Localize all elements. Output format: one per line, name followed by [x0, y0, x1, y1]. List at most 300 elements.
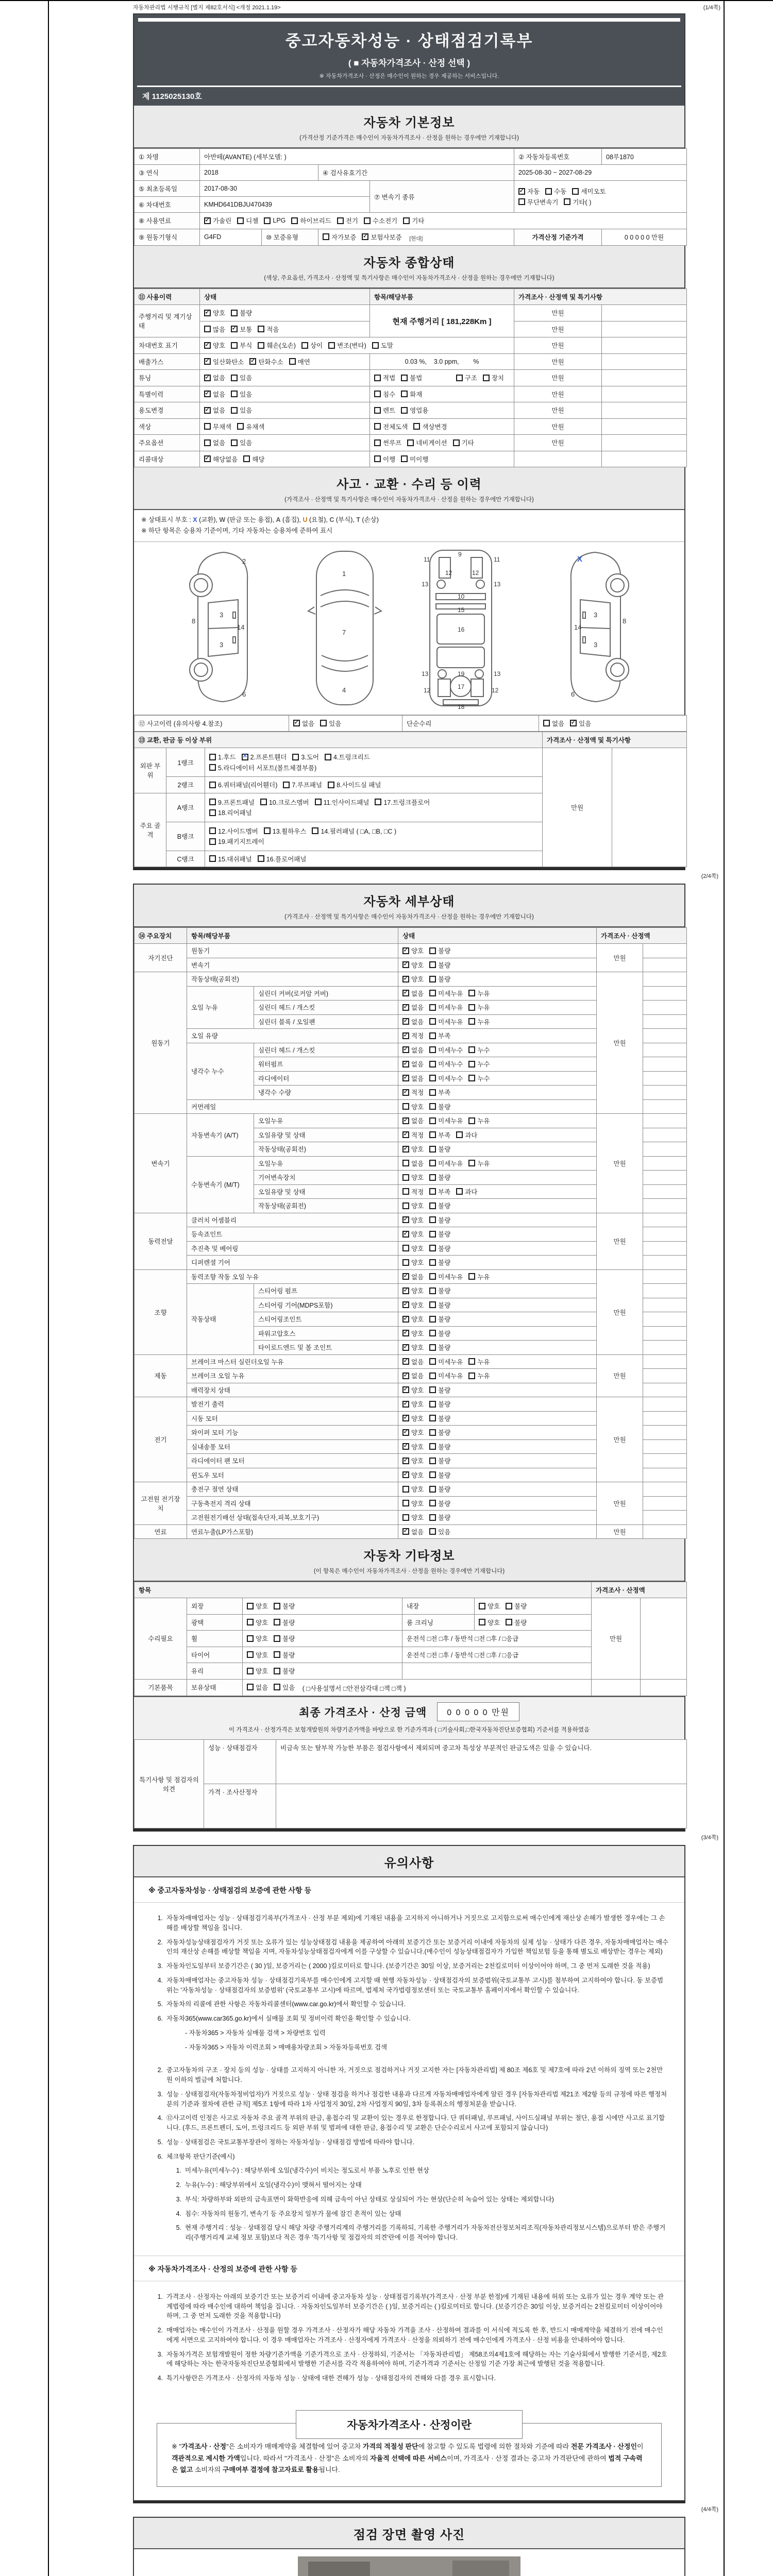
checkbox-label: 자가보증: [331, 233, 357, 241]
checkbox-option[interactable]: [429, 1229, 450, 1239]
checkbox-option[interactable]: [402, 1074, 424, 1083]
checkbox-option[interactable]: [402, 1456, 424, 1465]
checkbox-option[interactable]: [402, 1314, 424, 1324]
checkbox-option[interactable]: [429, 1456, 450, 1465]
checkbox-option[interactable]: [468, 1116, 490, 1125]
item-cell: 원동기: [187, 944, 398, 958]
checkbox-option[interactable]: [274, 1650, 295, 1659]
checkbox-option[interactable]: [429, 1371, 463, 1380]
unchecked-checkbox-icon: [401, 375, 408, 381]
checkbox-option[interactable]: [243, 454, 264, 464]
checkbox-option[interactable]: [337, 216, 358, 225]
checkbox-option[interactable]: [402, 1527, 424, 1536]
checkbox-option[interactable]: [468, 1017, 490, 1026]
basic-info-header: [134, 106, 684, 148]
checkbox-label: 있음: [240, 391, 253, 398]
etc-info-header: [134, 1539, 684, 1582]
checkbox-option[interactable]: [429, 1031, 450, 1040]
checkbox-option[interactable]: [429, 1385, 450, 1395]
state-options-cell: [398, 1341, 597, 1355]
checkbox-option[interactable]: [429, 1144, 450, 1154]
checkbox-option[interactable]: [429, 1399, 450, 1409]
checkbox-option[interactable]: [402, 1088, 424, 1097]
item-cell: 타이로드엔드 및 볼 조인트: [254, 1341, 398, 1355]
checkbox-label: 기타( ): [573, 198, 592, 206]
checkbox-option[interactable]: [402, 1499, 424, 1508]
unchecked-checkbox-icon: [325, 754, 331, 760]
checkbox-option[interactable]: [274, 1666, 295, 1675]
checkbox-option[interactable]: [401, 389, 422, 399]
usage-change-price: 만원: [514, 402, 602, 419]
checkbox-option[interactable]: [328, 341, 366, 350]
checkbox-option[interactable]: [292, 752, 319, 761]
checkbox-option[interactable]: [429, 1442, 450, 1451]
model-year-value: 2018: [200, 165, 318, 181]
checkbox-option[interactable]: [247, 1601, 268, 1611]
checkbox-option[interactable]: [429, 1513, 450, 1522]
item-cell: 배력장치 상태: [187, 1383, 398, 1397]
unchecked-checkbox-icon: [429, 947, 436, 954]
checkbox-option[interactable]: [258, 325, 279, 334]
checkbox-option[interactable]: [429, 1314, 450, 1324]
checkbox-option[interactable]: [429, 1116, 463, 1125]
checked-checkbox-icon: [249, 358, 256, 365]
checkbox-option[interactable]: [204, 216, 231, 225]
checkbox-option[interactable]: [325, 752, 370, 761]
checkbox-option[interactable]: [402, 960, 424, 970]
state-options-cell: [398, 1213, 597, 1227]
checkbox-option[interactable]: [374, 454, 395, 464]
checkbox-option[interactable]: [402, 1371, 424, 1380]
checked-checkbox-icon: [402, 1018, 409, 1025]
checkbox-option[interactable]: [274, 1601, 295, 1611]
checkbox-option[interactable]: [247, 1618, 268, 1627]
checkbox-option[interactable]: [204, 438, 225, 447]
checkbox-label: 10.크로스멤버: [268, 799, 309, 806]
checkbox-option[interactable]: [362, 232, 401, 242]
note-cell: [643, 1184, 687, 1199]
checked-checkbox-icon: [204, 375, 211, 381]
checked-checkbox-icon: [362, 233, 368, 240]
tire-position-options: 운전석 □전 □후 / 동반석 □전 □후 / □응급: [402, 1647, 592, 1663]
first-reg-date-label: ⑤ 최초등록일: [135, 181, 200, 197]
rankA-options: [205, 793, 543, 822]
checkbox-option[interactable]: [231, 389, 252, 399]
checkbox-option[interactable]: [209, 780, 277, 789]
checkbox-option[interactable]: [364, 216, 397, 225]
checkbox-option[interactable]: [293, 719, 314, 728]
checkbox-option[interactable]: [402, 1428, 424, 1437]
checkbox-option[interactable]: [260, 798, 309, 807]
checkbox-option[interactable]: [374, 373, 395, 382]
basic-items-label: 기본품목: [135, 1679, 187, 1696]
checkbox-option[interactable]: [429, 1045, 463, 1055]
checkbox-option[interactable]: [429, 1059, 463, 1069]
tire-options: [243, 1647, 402, 1663]
checked-checkbox-icon: [402, 947, 409, 954]
diagram-num: 19: [458, 670, 465, 677]
checkbox-option[interactable]: [264, 217, 285, 224]
checkbox-option[interactable]: [402, 989, 424, 998]
note-cell: [643, 1014, 687, 1029]
checkbox-option[interactable]: [468, 1045, 490, 1055]
checkbox-option[interactable]: [570, 719, 591, 728]
checkbox-label: 변조(변타): [337, 342, 366, 349]
checkbox-option[interactable]: [401, 454, 428, 464]
checkbox-label: 기타: [461, 439, 474, 447]
checkbox-option[interactable]: [402, 1484, 424, 1494]
checkbox-option[interactable]: [402, 1031, 424, 1040]
diagram-num: 3: [220, 611, 224, 619]
checkbox-option[interactable]: [402, 1130, 424, 1140]
checkbox-label: 적정: [411, 1188, 424, 1196]
checkbox-option[interactable]: [429, 946, 450, 955]
checkbox-option[interactable]: [483, 373, 504, 382]
checkbox-option[interactable]: [456, 1187, 477, 1196]
checkbox-option[interactable]: [402, 1144, 424, 1154]
unchecked-checkbox-icon: [274, 1635, 280, 1642]
checkbox-option[interactable]: [403, 216, 424, 225]
diagram-num: 4: [342, 686, 346, 694]
checkbox-option[interactable]: [374, 438, 401, 447]
checkbox-option[interactable]: [231, 438, 252, 447]
base-price-value: 0 0 0 0 0 만원: [602, 229, 687, 246]
checkbox-option[interactable]: [372, 341, 393, 350]
checked-checkbox-icon: [402, 990, 409, 996]
checkbox-option[interactable]: [237, 216, 258, 225]
checkbox-option[interactable]: [402, 1003, 424, 1012]
checkbox-option[interactable]: [258, 341, 296, 350]
unchecked-checkbox-icon: [468, 1061, 475, 1067]
checkbox-option[interactable]: [375, 798, 430, 807]
diagram-num: 8: [623, 617, 627, 625]
checkbox-label: 불량: [438, 1401, 451, 1408]
state-code-desc: (부식),: [334, 516, 357, 523]
inspector-label: 성능 · 상태점검자: [204, 1740, 276, 1784]
checkbox-option[interactable]: [402, 1385, 424, 1395]
checkbox-option[interactable]: [429, 1074, 463, 1083]
checkbox-option[interactable]: [204, 389, 225, 399]
checkbox-option[interactable]: [402, 974, 424, 984]
checkbox-option[interactable]: [402, 1414, 424, 1423]
checkbox-option[interactable]: [315, 798, 369, 807]
checkbox-option[interactable]: [543, 719, 564, 728]
checkbox-option[interactable]: [247, 1683, 268, 1692]
checkbox-option[interactable]: [429, 1286, 450, 1295]
usage-change-label: 용도변경: [135, 402, 200, 419]
checkbox-option[interactable]: [402, 1059, 424, 1069]
checked-checkbox-icon: [293, 720, 300, 726]
checkbox-option[interactable]: [456, 1130, 477, 1140]
checkbox-option[interactable]: [468, 1159, 490, 1168]
checkbox-option[interactable]: [429, 1130, 450, 1140]
tuning-price: 만원: [514, 370, 602, 386]
checkbox-option[interactable]: [209, 798, 255, 807]
checkbox-option[interactable]: [429, 1244, 450, 1253]
checkbox-option[interactable]: [429, 1414, 450, 1423]
checkbox-option[interactable]: [289, 357, 310, 366]
checkbox-option[interactable]: [402, 1229, 424, 1239]
checkbox-option[interactable]: [231, 325, 252, 334]
checkbox-option[interactable]: [402, 1173, 424, 1182]
checkbox-option[interactable]: [506, 1601, 527, 1611]
checkbox-option[interactable]: [204, 308, 225, 317]
checkbox-option[interactable]: [453, 438, 474, 447]
item-cell: 작동상태(공회전): [254, 1142, 398, 1157]
checkbox-label: 과다: [465, 1131, 478, 1139]
checkbox-option[interactable]: [479, 1601, 500, 1611]
unchecked-checkbox-icon: [429, 1301, 436, 1308]
checkbox-option[interactable]: [506, 1618, 527, 1627]
checkbox-option[interactable]: [209, 826, 258, 836]
unchecked-checkbox-icon: [429, 1160, 436, 1166]
checkbox-option[interactable]: [402, 1215, 424, 1225]
checkbox-option[interactable]: [429, 1159, 463, 1168]
checkbox-option[interactable]: [401, 405, 428, 415]
checkbox-label: 미세누수: [438, 1046, 463, 1054]
checked-checkbox-icon: [402, 1429, 409, 1436]
checkbox-option[interactable]: [402, 1343, 424, 1352]
checkbox-option[interactable]: [429, 1428, 450, 1437]
state-options-cell: [398, 1482, 597, 1497]
checked-checkbox-icon: [402, 1075, 409, 1081]
checkbox-option[interactable]: [231, 341, 252, 350]
checkbox-option[interactable]: [402, 1513, 424, 1522]
checkbox-option[interactable]: [274, 1683, 295, 1692]
item-cell: 작동상태(공회전): [187, 972, 398, 987]
checked-checkbox-icon: [204, 310, 211, 316]
notice-item: 2. 매매업자는 매수인이 가격조사 · 산정을 원할 경우 가격조사 · 산정자가 해당 자동차 가격을 조사 · 산정하여 결과를 이 서식에 적도록 한 후, 반드시 매매계약을 체결하기 전에 매수인에게 서면으로 고지하여야 합니다. 이 경우 매매업자는 가격조사 · 산정자에게 가격조사 · 산정을 의뢰하기 전에 매수인에게 가격조사 · 산정 비용을 안내하여야 합니다.: [157, 2327, 663, 2344]
model-year-label: ③ 연식: [135, 165, 200, 181]
checkbox-option[interactable]: [374, 389, 395, 399]
checkbox-option[interactable]: [468, 1371, 490, 1380]
state-code-letter: C: [329, 516, 334, 523]
checkbox-option[interactable]: [312, 826, 396, 836]
diagram-num: 9: [458, 550, 462, 558]
checkbox-option[interactable]: [402, 1470, 424, 1480]
checkbox-option[interactable]: [429, 1173, 450, 1182]
checkbox-option[interactable]: [429, 1187, 450, 1196]
basic-info-table: [134, 148, 687, 246]
checkbox-option[interactable]: [468, 1357, 490, 1366]
checkbox-option[interactable]: [374, 422, 408, 431]
checkbox-option[interactable]: [402, 1045, 424, 1055]
checkbox-option[interactable]: [247, 1666, 268, 1675]
checkbox-option[interactable]: [429, 1470, 450, 1480]
checkbox-option[interactable]: [429, 1527, 450, 1536]
checkbox-option[interactable]: [301, 341, 323, 350]
checkbox-option[interactable]: [468, 1059, 490, 1069]
checkbox-option[interactable]: [402, 1258, 424, 1267]
checkbox-option[interactable]: [429, 1357, 463, 1366]
checkbox-label: 12.사이드멤버: [218, 827, 258, 835]
header-white-bar: [138, 18, 680, 22]
exchange-price: 만원: [543, 748, 612, 867]
checkbox-option[interactable]: [518, 187, 540, 196]
rank1-options-row2: [209, 763, 538, 773]
checkbox-option[interactable]: [231, 373, 252, 382]
checkbox-option[interactable]: [572, 187, 606, 196]
checkbox-option[interactable]: [204, 341, 225, 350]
unchecked-checkbox-icon: [429, 1528, 436, 1535]
checkbox-option[interactable]: [231, 308, 252, 317]
page-mark-3: (3/4쪽): [701, 1835, 718, 1841]
checkbox-option[interactable]: [429, 1201, 450, 1210]
checkbox-option[interactable]: [283, 780, 322, 789]
checkbox-option[interactable]: [429, 1003, 463, 1012]
rank1-options-row1: [209, 752, 538, 762]
checkbox-label: 미이행: [410, 455, 429, 463]
checkbox-option[interactable]: [429, 1484, 450, 1494]
checkbox-option[interactable]: [237, 422, 264, 431]
etc-item-col: 항목: [135, 1582, 592, 1598]
state-options-cell: [398, 1383, 597, 1397]
checkbox-option[interactable]: [204, 454, 238, 464]
base-price-label: 가격산정 기준가격: [514, 229, 602, 246]
checkbox-option[interactable]: [323, 232, 356, 242]
diagram-num: 8: [192, 617, 196, 625]
checkbox-option[interactable]: [209, 854, 252, 863]
checkbox-option[interactable]: [402, 1102, 424, 1111]
checkbox-option[interactable]: [204, 357, 244, 366]
rankB-options-row2: [209, 837, 538, 846]
checkbox-option[interactable]: [374, 405, 395, 415]
checkbox-label: 있음: [240, 439, 253, 447]
checkbox-option[interactable]: [249, 357, 283, 366]
unchecked-checkbox-icon: [402, 1259, 409, 1266]
item-cell: 실린더 블록 / 오일팬: [254, 1014, 398, 1029]
checkbox-option[interactable]: [429, 1329, 450, 1338]
checkbox-option[interactable]: [429, 1258, 450, 1267]
checkbox-option[interactable]: [468, 1074, 490, 1083]
item-cell: 시동 모터: [187, 1411, 398, 1426]
checkbox-option[interactable]: [429, 1343, 450, 1352]
checkbox-option[interactable]: [209, 752, 236, 761]
device-cell: 자기진단: [135, 944, 187, 972]
checkbox-label: 침수: [383, 391, 396, 398]
checkbox-option[interactable]: [518, 197, 558, 207]
checkbox-option[interactable]: [402, 946, 424, 955]
checkbox-option[interactable]: [402, 1399, 424, 1409]
checkbox-label: 누수: [477, 1046, 490, 1054]
checkbox-label: 양호: [411, 1216, 424, 1224]
checkbox-option[interactable]: [204, 325, 225, 334]
unchecked-checkbox-icon: [247, 1651, 254, 1658]
checkbox-option[interactable]: [258, 854, 307, 863]
checkbox-label: 6.쿼터패널(리어휀더): [218, 782, 278, 789]
checkbox-option[interactable]: [242, 752, 287, 761]
tire-label: 타이어: [187, 1647, 243, 1663]
unchecked-checkbox-icon: [231, 391, 238, 397]
checkbox-option[interactable]: [468, 1272, 490, 1281]
checkbox-option[interactable]: [328, 780, 381, 789]
reg-number-label: ② 자동차등록번호: [514, 149, 602, 165]
checked-checkbox-icon: [402, 1117, 409, 1124]
checkbox-option[interactable]: [402, 1201, 424, 1210]
checkbox-label: 양호: [411, 1146, 424, 1153]
checkbox-option[interactable]: [291, 216, 331, 225]
item-cell: 오일누유: [254, 1114, 398, 1128]
checkbox-option[interactable]: [429, 1300, 450, 1310]
checkbox-label: 없음: [213, 407, 226, 414]
checkbox-option[interactable]: [407, 438, 447, 447]
checkbox-option[interactable]: [402, 1300, 424, 1310]
note-cell: [643, 1241, 687, 1256]
checkbox-option[interactable]: [247, 1634, 268, 1643]
checkbox-option[interactable]: [564, 197, 591, 207]
checkbox-option[interactable]: [402, 1187, 424, 1196]
checkbox-option[interactable]: [456, 373, 477, 382]
checkbox-option[interactable]: [231, 405, 252, 415]
checkbox-option[interactable]: [402, 1272, 424, 1281]
checkbox-option[interactable]: [402, 1357, 424, 1366]
checkbox-option[interactable]: [429, 1272, 463, 1281]
checkbox-option[interactable]: [429, 1215, 450, 1225]
checkbox-option[interactable]: [402, 1116, 424, 1125]
unchecked-checkbox-icon: [453, 439, 460, 446]
checkbox-option[interactable]: [320, 719, 341, 728]
checkbox-option[interactable]: [479, 1618, 500, 1627]
unchecked-checkbox-icon: [402, 1486, 409, 1493]
unchecked-checkbox-icon: [572, 188, 579, 195]
state-options-cell: [398, 1114, 597, 1128]
price-survey-infobox-title: 자동차가격조사 · 산정이란: [296, 2410, 523, 2439]
checkbox-option[interactable]: [209, 763, 316, 772]
checkbox-option[interactable]: [429, 1017, 463, 1026]
overall-state-subtitle: (색상, 주요옵션, 가격조사 · 산정액 및 특기사항은 매수인이 자동차가격조사 · 산정을 원하는 경우에만 기재합니다): [264, 275, 554, 281]
unchecked-checkbox-icon: [543, 720, 550, 726]
checkbox-label: 전기: [345, 217, 358, 225]
detail-price-col: 가격조사 · 산정액: [597, 928, 687, 944]
checkbox-option[interactable]: [274, 1618, 295, 1627]
checkbox-option[interactable]: [209, 808, 252, 817]
checkbox-option[interactable]: [402, 1329, 424, 1338]
checkbox-option[interactable]: [402, 1244, 424, 1253]
checkbox-option[interactable]: [429, 960, 450, 970]
checkbox-option[interactable]: [204, 422, 231, 431]
checkbox-label: 불량: [438, 1202, 451, 1210]
device-col: ⑭ 주요장치: [135, 928, 187, 944]
unchecked-checkbox-icon: [402, 1202, 409, 1209]
checkbox-option[interactable]: [247, 1650, 268, 1659]
checkbox-option[interactable]: [264, 826, 307, 836]
checkbox-option[interactable]: [401, 373, 422, 382]
checkbox-option[interactable]: [204, 373, 225, 382]
checkbox-option[interactable]: [402, 1159, 424, 1168]
device-cell: 조향: [135, 1269, 187, 1354]
checkbox-option[interactable]: [429, 1102, 450, 1111]
checkbox-option[interactable]: [429, 1499, 450, 1508]
checkbox-option[interactable]: [545, 187, 566, 196]
unchecked-checkbox-icon: [204, 326, 211, 332]
checkbox-option[interactable]: [402, 1017, 424, 1026]
checkbox-option[interactable]: [429, 974, 450, 984]
checked-checkbox-icon: [402, 1004, 409, 1011]
state-options-cell: [398, 1241, 597, 1256]
checkbox-option[interactable]: [204, 405, 225, 415]
checkbox-label: 있음: [240, 375, 253, 382]
checkbox-option[interactable]: [468, 1003, 490, 1012]
unchecked-checkbox-icon: [545, 188, 552, 195]
checkbox-option[interactable]: [402, 1286, 424, 1295]
checkbox-option[interactable]: [274, 1634, 295, 1643]
checkbox-option[interactable]: [413, 422, 447, 431]
checkbox-option[interactable]: [209, 837, 264, 846]
checkbox-option[interactable]: [468, 989, 490, 998]
checkbox-option[interactable]: [429, 1088, 450, 1097]
checkbox-option[interactable]: [402, 1442, 424, 1451]
checkbox-option[interactable]: [429, 989, 463, 998]
